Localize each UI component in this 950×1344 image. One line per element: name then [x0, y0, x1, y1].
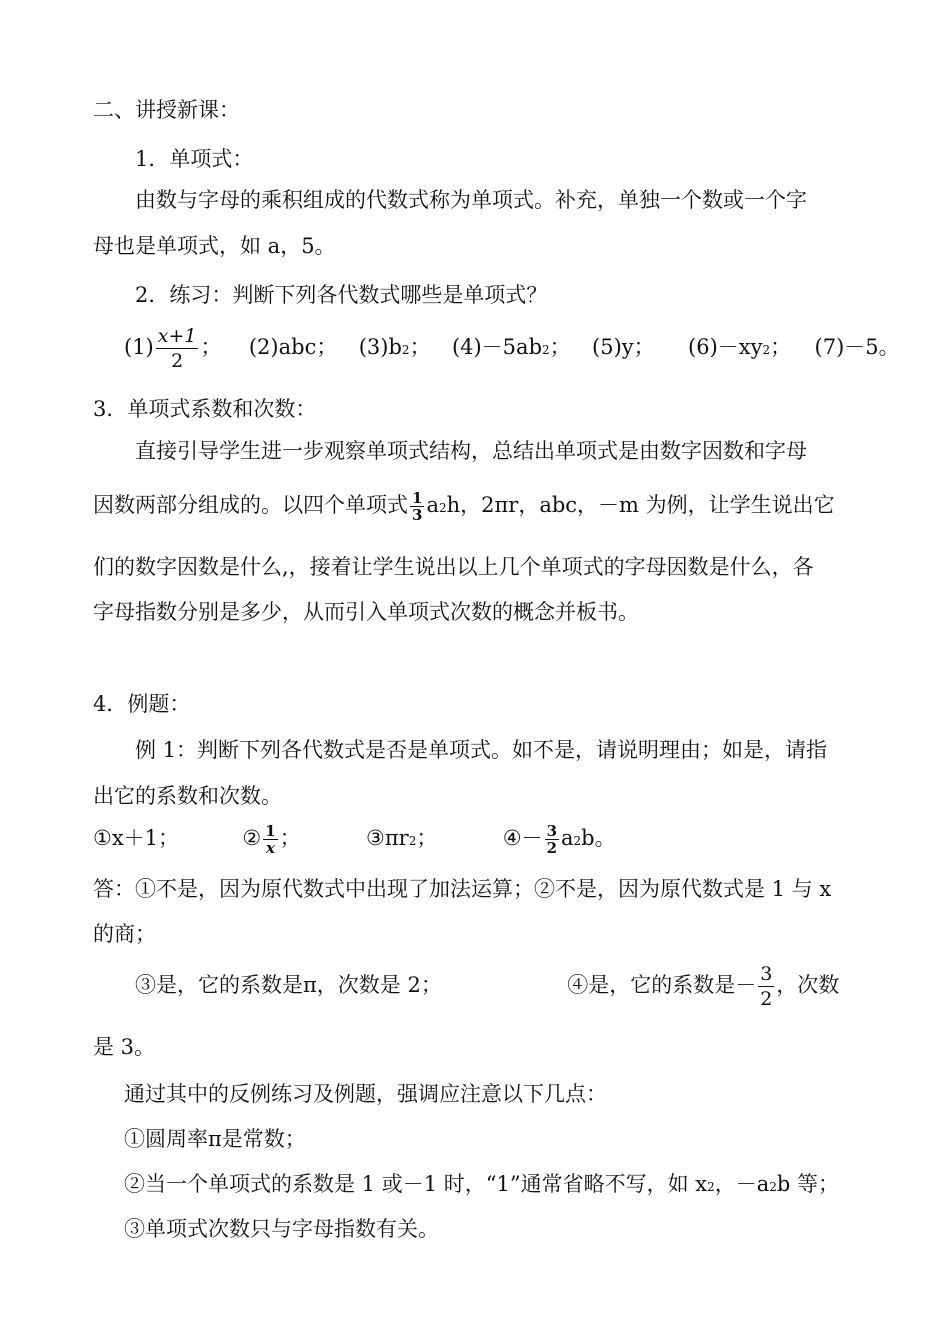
note-item-2: ②当一个单项式的系数是 1 或－1 时，“1”通常省略不写，如 x2，－a2b 等；: [124, 1172, 840, 1196]
paragraph-line: 们的数字因数是什么,，接着让学生说出以上几个单项式的字母因数是什么，各: [93, 555, 814, 579]
paragraph-line: 字母指数分别是多少，从而引入单项式次数的概念并板书。: [93, 600, 639, 624]
paragraph-line: 直接引导学生进一步观察单项式结构，总结出单项式是由数字因数和字母: [135, 439, 807, 463]
heading-monomial: 1．单项式：: [135, 147, 254, 171]
heading-examples: 4．例题：: [93, 692, 191, 716]
example-item-4: ④－ $\frac{3}{2}$ a2b。: [502, 822, 616, 857]
example-items: [93, 815, 616, 864]
exercise-item-6: (6)－xy2；: [688, 335, 792, 359]
paragraph-line: 例 1：判断下列各代数式是否是单项式。如不是，请说明理由；如是，请指: [135, 738, 828, 762]
answer-line: ③是，它的系数是π，次数是 2； ④是，它的系数是－ $\frac{3}{2}$ ，次数: [135, 963, 840, 1010]
fraction: $\frac{1}{3}$: [412, 489, 423, 524]
example-item-2: ② $\frac{1}{x}$ ；: [242, 822, 301, 857]
exercise-item-4: (4)－5ab2；: [451, 335, 571, 359]
example-item-1: ①x＋1；: [93, 826, 180, 850]
note-intro: 通过其中的反例练习及例题，强调应注意以下几点：: [124, 1082, 607, 1106]
fraction: $\frac{3}{2}$: [760, 963, 773, 1010]
note-item-1: ①圆周率π是常数；: [124, 1127, 306, 1151]
exercise-item-2: (2)abc；: [248, 335, 338, 359]
answer-line: 的商；: [93, 922, 156, 946]
paragraph-line: 母也是单项式，如 a，5。: [93, 234, 336, 258]
fraction: $\frac{x+1}{2}$: [157, 325, 197, 372]
exercise-list: [124, 324, 900, 373]
heading-exercise: 2．练习：判断下列各代数式哪些是单项式？: [135, 283, 548, 307]
paragraph-line: 由数与字母的乘积组成的代数式称为单项式。补充，单独一个数或一个字: [135, 188, 807, 212]
fraction: $\frac{1}{x}$: [265, 822, 276, 857]
answer-line: 是 3。: [93, 1035, 156, 1059]
heading-coefficient-degree: 3．单项式系数和次数：: [93, 397, 317, 421]
paragraph-line: 出它的系数和次数。: [93, 784, 282, 808]
exercise-item-1: (1) $\frac{x+1}{2}$ ；: [124, 325, 222, 372]
paragraph-line: 因数两部分组成的。以四个单项式 $\frac{1}{3}$ a2h，2πr，abc，－m 为例，让学生说出它: [93, 489, 835, 524]
exercise-item-7: (7)－5。: [814, 335, 900, 359]
exercise-item-3: (3)b2；: [358, 335, 431, 359]
example-item-3: ③πr2；: [366, 826, 438, 850]
fraction: $\frac{3}{2}$: [546, 822, 557, 857]
exercise-item-5: (5)y；: [592, 335, 655, 359]
section-title: 二、讲授新课：: [93, 98, 240, 122]
note-item-3: ③单项式次数只与字母指数有关。: [124, 1217, 439, 1241]
answer-line: 答：①不是，因为原代数式中出现了加法运算；②不是，因为原代数式是 1 与 x: [93, 877, 832, 901]
